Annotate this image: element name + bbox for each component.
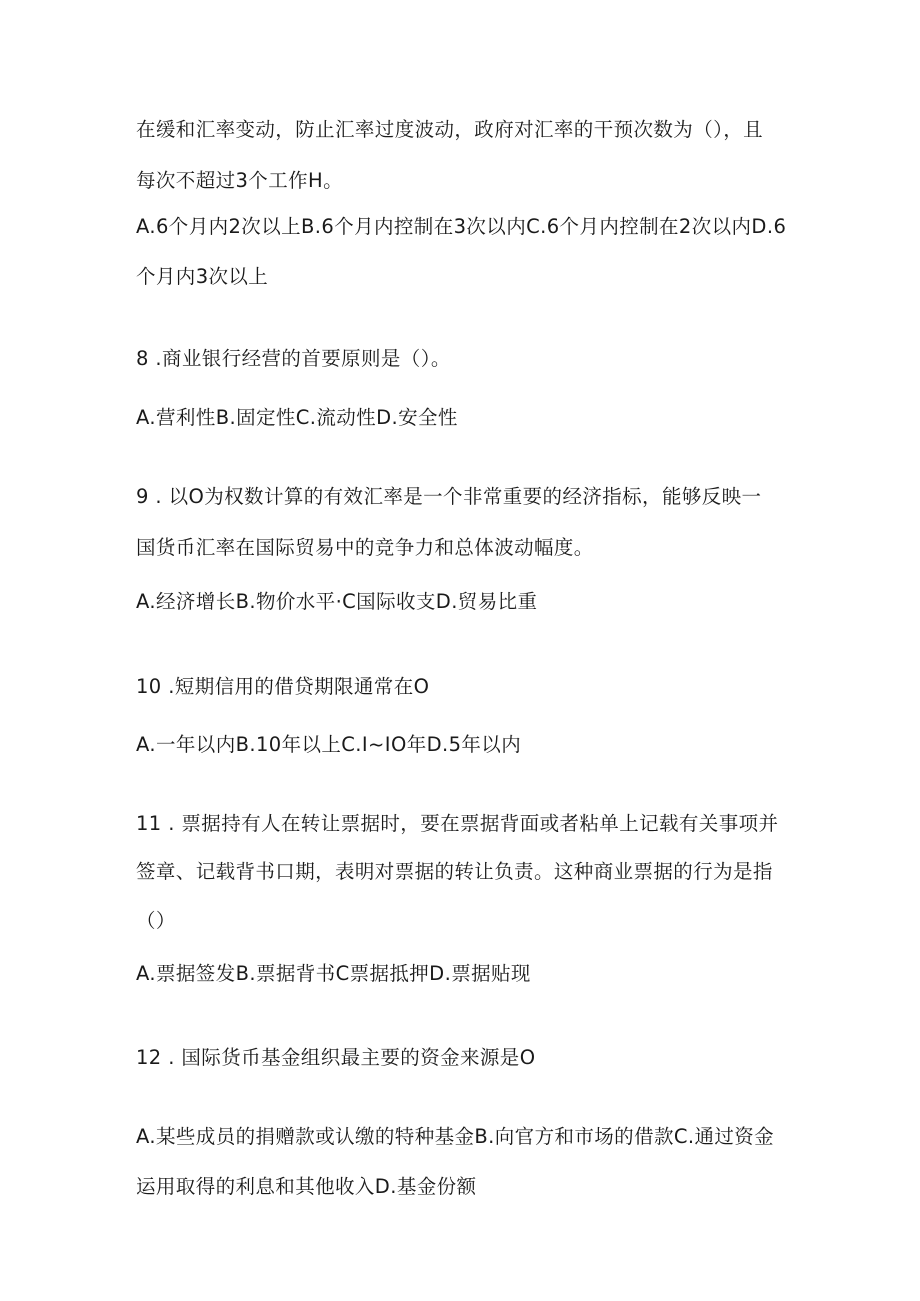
q12-stem: 12 . 国际货币基金组织最主要的资金来源是O [136,1046,536,1069]
q9-stem-line-1: 9 . 以O为权数计算的有效汇率是一个非常重要的经济指标，能够反映一 [136,485,762,508]
q7-options-line-1: A.6个月内2次以上B.6个月内控制在3次以内C.6个月内控制在2次以内D.6 [136,215,787,238]
q9-options: A.经济增长B.物价水平·C国际收支D.贸易比重 [136,590,538,613]
q7-stem-line-1: 在缓和汇率变动，防止汇率过度波动，政府对汇率的干预次数为（），且 [136,118,764,141]
q10-stem: 10 .短期信用的借贷期限通常在O [136,675,430,698]
q8-stem: 8 .商业银行经营的首要原则是（）。 [136,347,451,370]
q12-options-line-2: 运用取得的利息和其他收入D.基金份额 [136,1175,477,1198]
q11-stem-line-3: （） [136,909,176,932]
q8-options: A.营利性B.固定性C.流动性D.安全性 [136,406,458,429]
q9-stem-line-2: 国货币汇率在国际贸易中的竞争力和总体波动幅度。 [136,536,594,559]
q7-options-line-2: 个月内3次以上 [136,265,269,288]
q11-stem-line-1: 11 . 票据持有人在转让票据时，要在票据背面或者粘单上记载有关事项并 [136,812,779,835]
q11-stem-line-2: 签章、记载背书口期，表明对票据的转让负责。这种商业票据的行为是指 [136,860,773,883]
q7-stem-line-2: 每次不超过3个工作H。 [136,169,343,192]
q12-options-line-1: A.某些成员的捐赠款或认缴的特种基金B.向官方和市场的借款C.通过资金 [136,1125,775,1148]
q11-options: A.票据签发B.票据背书C票据抵押D.票据贴现 [136,962,531,985]
q10-options: A.一年以内B.10年以上C.I~IO年D.5年以内 [136,733,522,756]
